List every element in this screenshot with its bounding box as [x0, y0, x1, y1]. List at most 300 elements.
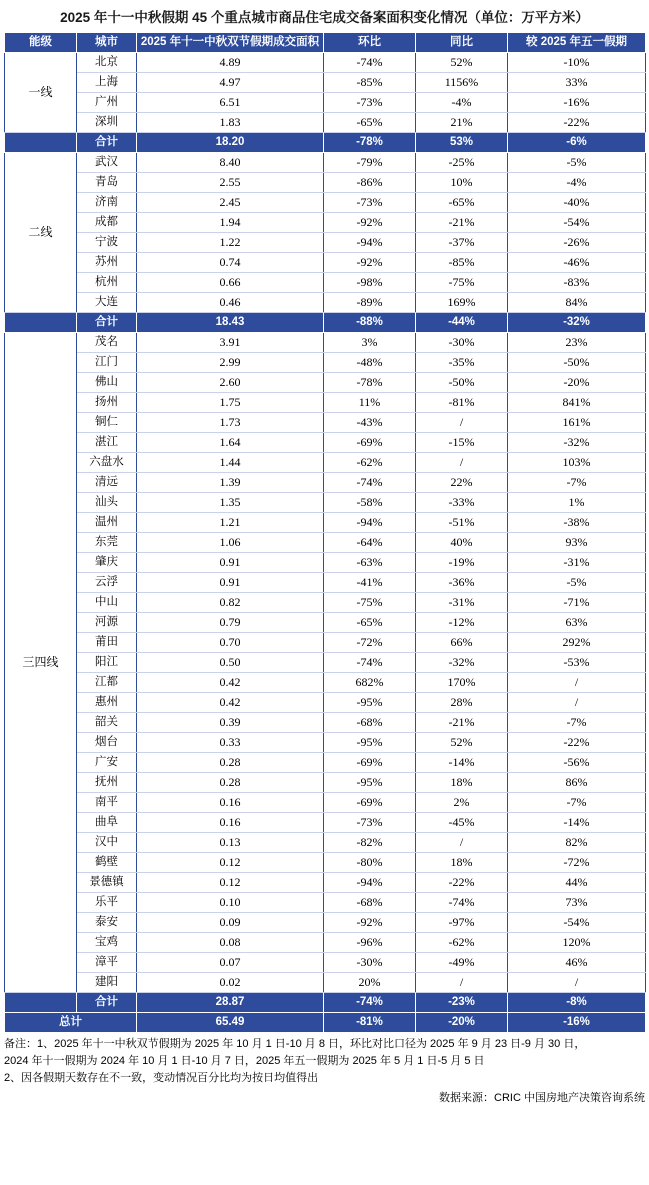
subtotal-mom: -74%	[324, 993, 416, 1013]
mom-value: -74%	[324, 473, 416, 493]
vs-mayday-value: -5%	[508, 153, 646, 173]
area-value: 4.89	[137, 53, 324, 73]
area-value: 6.51	[137, 93, 324, 113]
vs-mayday-value: 33%	[508, 73, 646, 93]
yoy-value: -33%	[416, 493, 508, 513]
yoy-value: -15%	[416, 433, 508, 453]
tier-label-first: 一线	[5, 53, 77, 133]
subtotal-row	[5, 133, 646, 153]
city-name: 清远	[77, 473, 137, 493]
yoy-value: 18%	[416, 853, 508, 873]
subtotal-yoy: -23%	[416, 993, 508, 1013]
mom-value: -98%	[324, 273, 416, 293]
table-row	[5, 773, 646, 793]
city-name: 抚州	[77, 773, 137, 793]
subtotal-area: 28.87	[137, 993, 324, 1013]
yoy-value: -97%	[416, 913, 508, 933]
vs-mayday-value: 84%	[508, 293, 646, 313]
yoy-value: 22%	[416, 473, 508, 493]
subtotal-label: 合计	[77, 993, 137, 1013]
vs-mayday-value: -5%	[508, 573, 646, 593]
area-value: 0.46	[137, 293, 324, 313]
city-name: 烟台	[77, 733, 137, 753]
city-name: 汕头	[77, 493, 137, 513]
table-row	[5, 913, 646, 933]
subtotal-vs-mayday: -6%	[508, 133, 646, 153]
vs-mayday-value: 1%	[508, 493, 646, 513]
city-name: 中山	[77, 593, 137, 613]
yoy-value: -37%	[416, 233, 508, 253]
city-name: 东莞	[77, 533, 137, 553]
city-name: 鹤壁	[77, 853, 137, 873]
area-value: 1.35	[137, 493, 324, 513]
city-name: 云浮	[77, 573, 137, 593]
vs-mayday-value: -32%	[508, 433, 646, 453]
vs-mayday-value: -22%	[508, 113, 646, 133]
city-name: 扬州	[77, 393, 137, 413]
vs-mayday-value: -7%	[508, 473, 646, 493]
table-row	[5, 633, 646, 653]
mom-value: -30%	[324, 953, 416, 973]
mom-value: -68%	[324, 713, 416, 733]
mom-value: -92%	[324, 913, 416, 933]
table-row	[5, 753, 646, 773]
area-value: 2.60	[137, 373, 324, 393]
table-row	[5, 613, 646, 633]
table-row	[5, 233, 646, 253]
col-city: 城市	[77, 33, 137, 53]
mom-value: 3%	[324, 333, 416, 353]
yoy-value: 40%	[416, 533, 508, 553]
grand-total-label: 总计	[5, 1013, 137, 1033]
area-value: 0.91	[137, 553, 324, 573]
yoy-value: 52%	[416, 53, 508, 73]
vs-mayday-value: /	[508, 693, 646, 713]
col-vs-mayday: 较 2025 年五一假期	[508, 33, 646, 53]
table-row	[5, 173, 646, 193]
yoy-value: -62%	[416, 933, 508, 953]
city-name: 河源	[77, 613, 137, 633]
area-value: 0.16	[137, 813, 324, 833]
table-row	[5, 113, 646, 133]
vs-mayday-value: -10%	[508, 53, 646, 73]
yoy-value: /	[416, 453, 508, 473]
table-row	[5, 973, 646, 993]
city-name: 杭州	[77, 273, 137, 293]
table-row	[5, 553, 646, 573]
vs-mayday-value: -38%	[508, 513, 646, 533]
area-value: 0.66	[137, 273, 324, 293]
city-name: 肇庆	[77, 553, 137, 573]
city-name: 大连	[77, 293, 137, 313]
table-row	[5, 353, 646, 373]
table-row	[5, 433, 646, 453]
area-value: 0.79	[137, 613, 324, 633]
city-name: 泰安	[77, 913, 137, 933]
area-value: 0.50	[137, 653, 324, 673]
mom-value: -95%	[324, 693, 416, 713]
area-value: 1.94	[137, 213, 324, 233]
table-row	[5, 893, 646, 913]
city-name: 济南	[77, 193, 137, 213]
city-name: 北京	[77, 53, 137, 73]
col-tier: 能级	[5, 33, 77, 53]
mom-value: -96%	[324, 933, 416, 953]
yoy-value: 169%	[416, 293, 508, 313]
city-name: 建阳	[77, 973, 137, 993]
vs-mayday-value: -4%	[508, 173, 646, 193]
vs-mayday-value: -26%	[508, 233, 646, 253]
yoy-value: -31%	[416, 593, 508, 613]
vs-mayday-value: -56%	[508, 753, 646, 773]
vs-mayday-value: 120%	[508, 933, 646, 953]
vs-mayday-value: -54%	[508, 913, 646, 933]
table-body	[5, 53, 646, 1033]
yoy-value: -75%	[416, 273, 508, 293]
city-name: 汉中	[77, 833, 137, 853]
mom-value: -94%	[324, 873, 416, 893]
area-value: 0.28	[137, 773, 324, 793]
city-name: 漳平	[77, 953, 137, 973]
table-row	[5, 593, 646, 613]
col-mom: 环比	[324, 33, 416, 53]
subtotal-area: 18.43	[137, 313, 324, 333]
mom-value: -89%	[324, 293, 416, 313]
city-name: 铜仁	[77, 413, 137, 433]
city-name: 宝鸡	[77, 933, 137, 953]
subtotal-area: 18.20	[137, 133, 324, 153]
city-name: 深圳	[77, 113, 137, 133]
footnotes	[4, 1036, 645, 1087]
table-row	[5, 853, 646, 873]
footnote-line-1: 备注：1、2025 年十一中秋双节假期为 2025 年 10 月 1 日-10 月 8 日，环比对比口径为 2025 年 9 月 23 日-9 月 30 日，	[4, 1038, 586, 1050]
yoy-value: -49%	[416, 953, 508, 973]
yoy-value: 52%	[416, 733, 508, 753]
yoy-value: 66%	[416, 633, 508, 653]
table-row	[5, 793, 646, 813]
vs-mayday-value: -22%	[508, 733, 646, 753]
grand-total-vs-mayday: -16%	[508, 1013, 646, 1033]
mom-value: -73%	[324, 813, 416, 833]
area-value: 0.82	[137, 593, 324, 613]
city-name: 武汉	[77, 153, 137, 173]
table-row	[5, 333, 646, 353]
yoy-value: -65%	[416, 193, 508, 213]
yoy-value: -35%	[416, 353, 508, 373]
subtotal-label: 合计	[77, 313, 137, 333]
table-row	[5, 53, 646, 73]
area-value: 0.08	[137, 933, 324, 953]
vs-mayday-value: -16%	[508, 93, 646, 113]
subtotal-row	[5, 993, 646, 1013]
yoy-value: -21%	[416, 713, 508, 733]
table-row	[5, 713, 646, 733]
area-value: 3.91	[137, 333, 324, 353]
yoy-value: -21%	[416, 213, 508, 233]
mom-value: -41%	[324, 573, 416, 593]
area-value: 0.42	[137, 673, 324, 693]
city-name: 韶关	[77, 713, 137, 733]
mom-value: -69%	[324, 433, 416, 453]
vs-mayday-value: -7%	[508, 793, 646, 813]
area-value: 0.74	[137, 253, 324, 273]
city-name: 南平	[77, 793, 137, 813]
table-row	[5, 373, 646, 393]
mom-value: -43%	[324, 413, 416, 433]
table-row	[5, 873, 646, 893]
vs-mayday-value: 86%	[508, 773, 646, 793]
vs-mayday-value: /	[508, 673, 646, 693]
area-value: 0.42	[137, 693, 324, 713]
yoy-value: -74%	[416, 893, 508, 913]
mom-value: -69%	[324, 753, 416, 773]
mom-value: 11%	[324, 393, 416, 413]
vs-mayday-value: -83%	[508, 273, 646, 293]
table-row	[5, 213, 646, 233]
grand-total-row	[5, 1013, 646, 1033]
mom-value: -94%	[324, 233, 416, 253]
vs-mayday-value: 161%	[508, 413, 646, 433]
yoy-value: -12%	[416, 613, 508, 633]
area-value: 1.64	[137, 433, 324, 453]
area-value: 4.97	[137, 73, 324, 93]
table-row	[5, 573, 646, 593]
tier-label-second: 二线	[5, 153, 77, 313]
grand-total-yoy: -20%	[416, 1013, 508, 1033]
yoy-value: -85%	[416, 253, 508, 273]
vs-mayday-value: -72%	[508, 853, 646, 873]
yoy-value: -30%	[416, 333, 508, 353]
vs-mayday-value: -71%	[508, 593, 646, 613]
area-value: 2.45	[137, 193, 324, 213]
mom-value: -62%	[324, 453, 416, 473]
table-row	[5, 413, 646, 433]
mom-value: -48%	[324, 353, 416, 373]
table-row	[5, 193, 646, 213]
city-name: 湛江	[77, 433, 137, 453]
vs-mayday-value: 23%	[508, 333, 646, 353]
city-name: 上海	[77, 73, 137, 93]
vs-mayday-value: 841%	[508, 393, 646, 413]
yoy-value: 2%	[416, 793, 508, 813]
city-name: 江都	[77, 673, 137, 693]
vs-mayday-value: 93%	[508, 533, 646, 553]
vs-mayday-value: 46%	[508, 953, 646, 973]
area-value: 0.33	[137, 733, 324, 753]
table-row	[5, 393, 646, 413]
col-area: 2025 年十一中秋双节假期成交面积	[137, 33, 324, 53]
subtotal-spacer	[5, 133, 77, 153]
page-title: 2025 年十一中秋假期 45 个重点城市商品住宅成交备案面积变化情况（单位：万平方米）	[60, 10, 589, 25]
city-name: 宁波	[77, 233, 137, 253]
mom-value: -64%	[324, 533, 416, 553]
subtotal-row	[5, 313, 646, 333]
table-row	[5, 513, 646, 533]
mom-value: -95%	[324, 773, 416, 793]
area-value: 0.91	[137, 573, 324, 593]
area-value: 1.83	[137, 113, 324, 133]
area-value: 0.07	[137, 953, 324, 973]
table-row	[5, 273, 646, 293]
mom-value: -73%	[324, 93, 416, 113]
city-name: 阳江	[77, 653, 137, 673]
area-value: 1.73	[137, 413, 324, 433]
area-value: 1.22	[137, 233, 324, 253]
yoy-value: 18%	[416, 773, 508, 793]
vs-mayday-value: -53%	[508, 653, 646, 673]
vs-mayday-value: -20%	[508, 373, 646, 393]
tier-label-third: 三四线	[5, 333, 77, 993]
table-row	[5, 533, 646, 553]
yoy-value: 21%	[416, 113, 508, 133]
area-value: 0.70	[137, 633, 324, 653]
city-name: 苏州	[77, 253, 137, 273]
mom-value: -92%	[324, 253, 416, 273]
city-name: 景德镇	[77, 873, 137, 893]
yoy-value: -36%	[416, 573, 508, 593]
yoy-value: -22%	[416, 873, 508, 893]
yoy-value: -81%	[416, 393, 508, 413]
area-value: 1.21	[137, 513, 324, 533]
yoy-value: -50%	[416, 373, 508, 393]
vs-mayday-value: -46%	[508, 253, 646, 273]
city-name: 江门	[77, 353, 137, 373]
yoy-value: /	[416, 413, 508, 433]
area-value: 1.44	[137, 453, 324, 473]
area-value: 1.39	[137, 473, 324, 493]
mom-value: -74%	[324, 53, 416, 73]
table-row	[5, 453, 646, 473]
mom-value: -78%	[324, 373, 416, 393]
mom-value: -86%	[324, 173, 416, 193]
table-row	[5, 933, 646, 953]
vs-mayday-value: -54%	[508, 213, 646, 233]
area-value: 1.06	[137, 533, 324, 553]
data-source: 数据来源：CRIC 中国房地产决策咨询系统	[439, 1092, 645, 1104]
area-value: 0.10	[137, 893, 324, 913]
table-row	[5, 293, 646, 313]
yoy-value: -4%	[416, 93, 508, 113]
vs-mayday-value: -7%	[508, 713, 646, 733]
area-value: 0.39	[137, 713, 324, 733]
area-value: 8.40	[137, 153, 324, 173]
subtotal-mom: -78%	[324, 133, 416, 153]
mom-value: 20%	[324, 973, 416, 993]
city-name: 佛山	[77, 373, 137, 393]
mom-value: -85%	[324, 73, 416, 93]
mom-value: -80%	[324, 853, 416, 873]
mom-value: -65%	[324, 113, 416, 133]
table-row	[5, 953, 646, 973]
footnote-line-3: 2、因各假期天数存在不一致，变动情况百分比均为按日均值得出	[4, 1072, 319, 1084]
city-name: 茂名	[77, 333, 137, 353]
city-name: 曲阜	[77, 813, 137, 833]
area-value: 0.09	[137, 913, 324, 933]
mom-value: -74%	[324, 653, 416, 673]
city-name: 广安	[77, 753, 137, 773]
area-value: 0.13	[137, 833, 324, 853]
grand-total-area: 65.49	[137, 1013, 324, 1033]
table-row	[5, 153, 646, 173]
subtotal-yoy: 53%	[416, 133, 508, 153]
area-value: 0.12	[137, 873, 324, 893]
vs-mayday-value: 44%	[508, 873, 646, 893]
city-name: 广州	[77, 93, 137, 113]
col-yoy: 同比	[416, 33, 508, 53]
mom-value: -95%	[324, 733, 416, 753]
mom-value: -94%	[324, 513, 416, 533]
yoy-value: -25%	[416, 153, 508, 173]
city-name: 莆田	[77, 633, 137, 653]
subtotal-yoy: -44%	[416, 313, 508, 333]
subtotal-vs-mayday: -8%	[508, 993, 646, 1013]
area-value: 0.28	[137, 753, 324, 773]
city-name: 成都	[77, 213, 137, 233]
vs-mayday-value: -50%	[508, 353, 646, 373]
city-name: 惠州	[77, 693, 137, 713]
mom-value: -72%	[324, 633, 416, 653]
city-name: 乐平	[77, 893, 137, 913]
table-header-row	[5, 33, 646, 53]
mom-value: -65%	[324, 613, 416, 633]
city-name: 温州	[77, 513, 137, 533]
table-row	[5, 653, 646, 673]
table-row	[5, 473, 646, 493]
yoy-value: 1156%	[416, 73, 508, 93]
table-row	[5, 673, 646, 693]
yoy-value: 28%	[416, 693, 508, 713]
mom-value: -63%	[324, 553, 416, 573]
vs-mayday-value: -14%	[508, 813, 646, 833]
table-row	[5, 733, 646, 753]
yoy-value: -14%	[416, 753, 508, 773]
area-value: 2.55	[137, 173, 324, 193]
area-value: 1.75	[137, 393, 324, 413]
vs-mayday-value: 63%	[508, 613, 646, 633]
city-name: 六盘水	[77, 453, 137, 473]
data-table	[4, 32, 646, 1033]
table-row	[5, 73, 646, 93]
mom-value: -58%	[324, 493, 416, 513]
yoy-value: /	[416, 833, 508, 853]
subtotal-mom: -88%	[324, 313, 416, 333]
footnote-line-2: 2024 年十一假期为 2024 年 10 月 1 日-10 月 7 日，2025 年五一假期为 2025 年 5 月 1 日-5 月 5 日	[4, 1055, 485, 1067]
table-row	[5, 693, 646, 713]
mom-value: -82%	[324, 833, 416, 853]
subtotal-vs-mayday: -32%	[508, 313, 646, 333]
vs-mayday-value: 73%	[508, 893, 646, 913]
grand-total-mom: -81%	[324, 1013, 416, 1033]
table-row	[5, 813, 646, 833]
table-row	[5, 93, 646, 113]
vs-mayday-value: 103%	[508, 453, 646, 473]
mom-value: -79%	[324, 153, 416, 173]
city-name: 青岛	[77, 173, 137, 193]
mom-value: -92%	[324, 213, 416, 233]
subtotal-spacer	[5, 313, 77, 333]
mom-value: -68%	[324, 893, 416, 913]
yoy-value: -19%	[416, 553, 508, 573]
yoy-value: -45%	[416, 813, 508, 833]
vs-mayday-value: -40%	[508, 193, 646, 213]
area-value: 0.02	[137, 973, 324, 993]
mom-value: -75%	[324, 593, 416, 613]
table-row	[5, 833, 646, 853]
vs-mayday-value: /	[508, 973, 646, 993]
mom-value: -69%	[324, 793, 416, 813]
yoy-value: /	[416, 973, 508, 993]
mom-value: -73%	[324, 193, 416, 213]
